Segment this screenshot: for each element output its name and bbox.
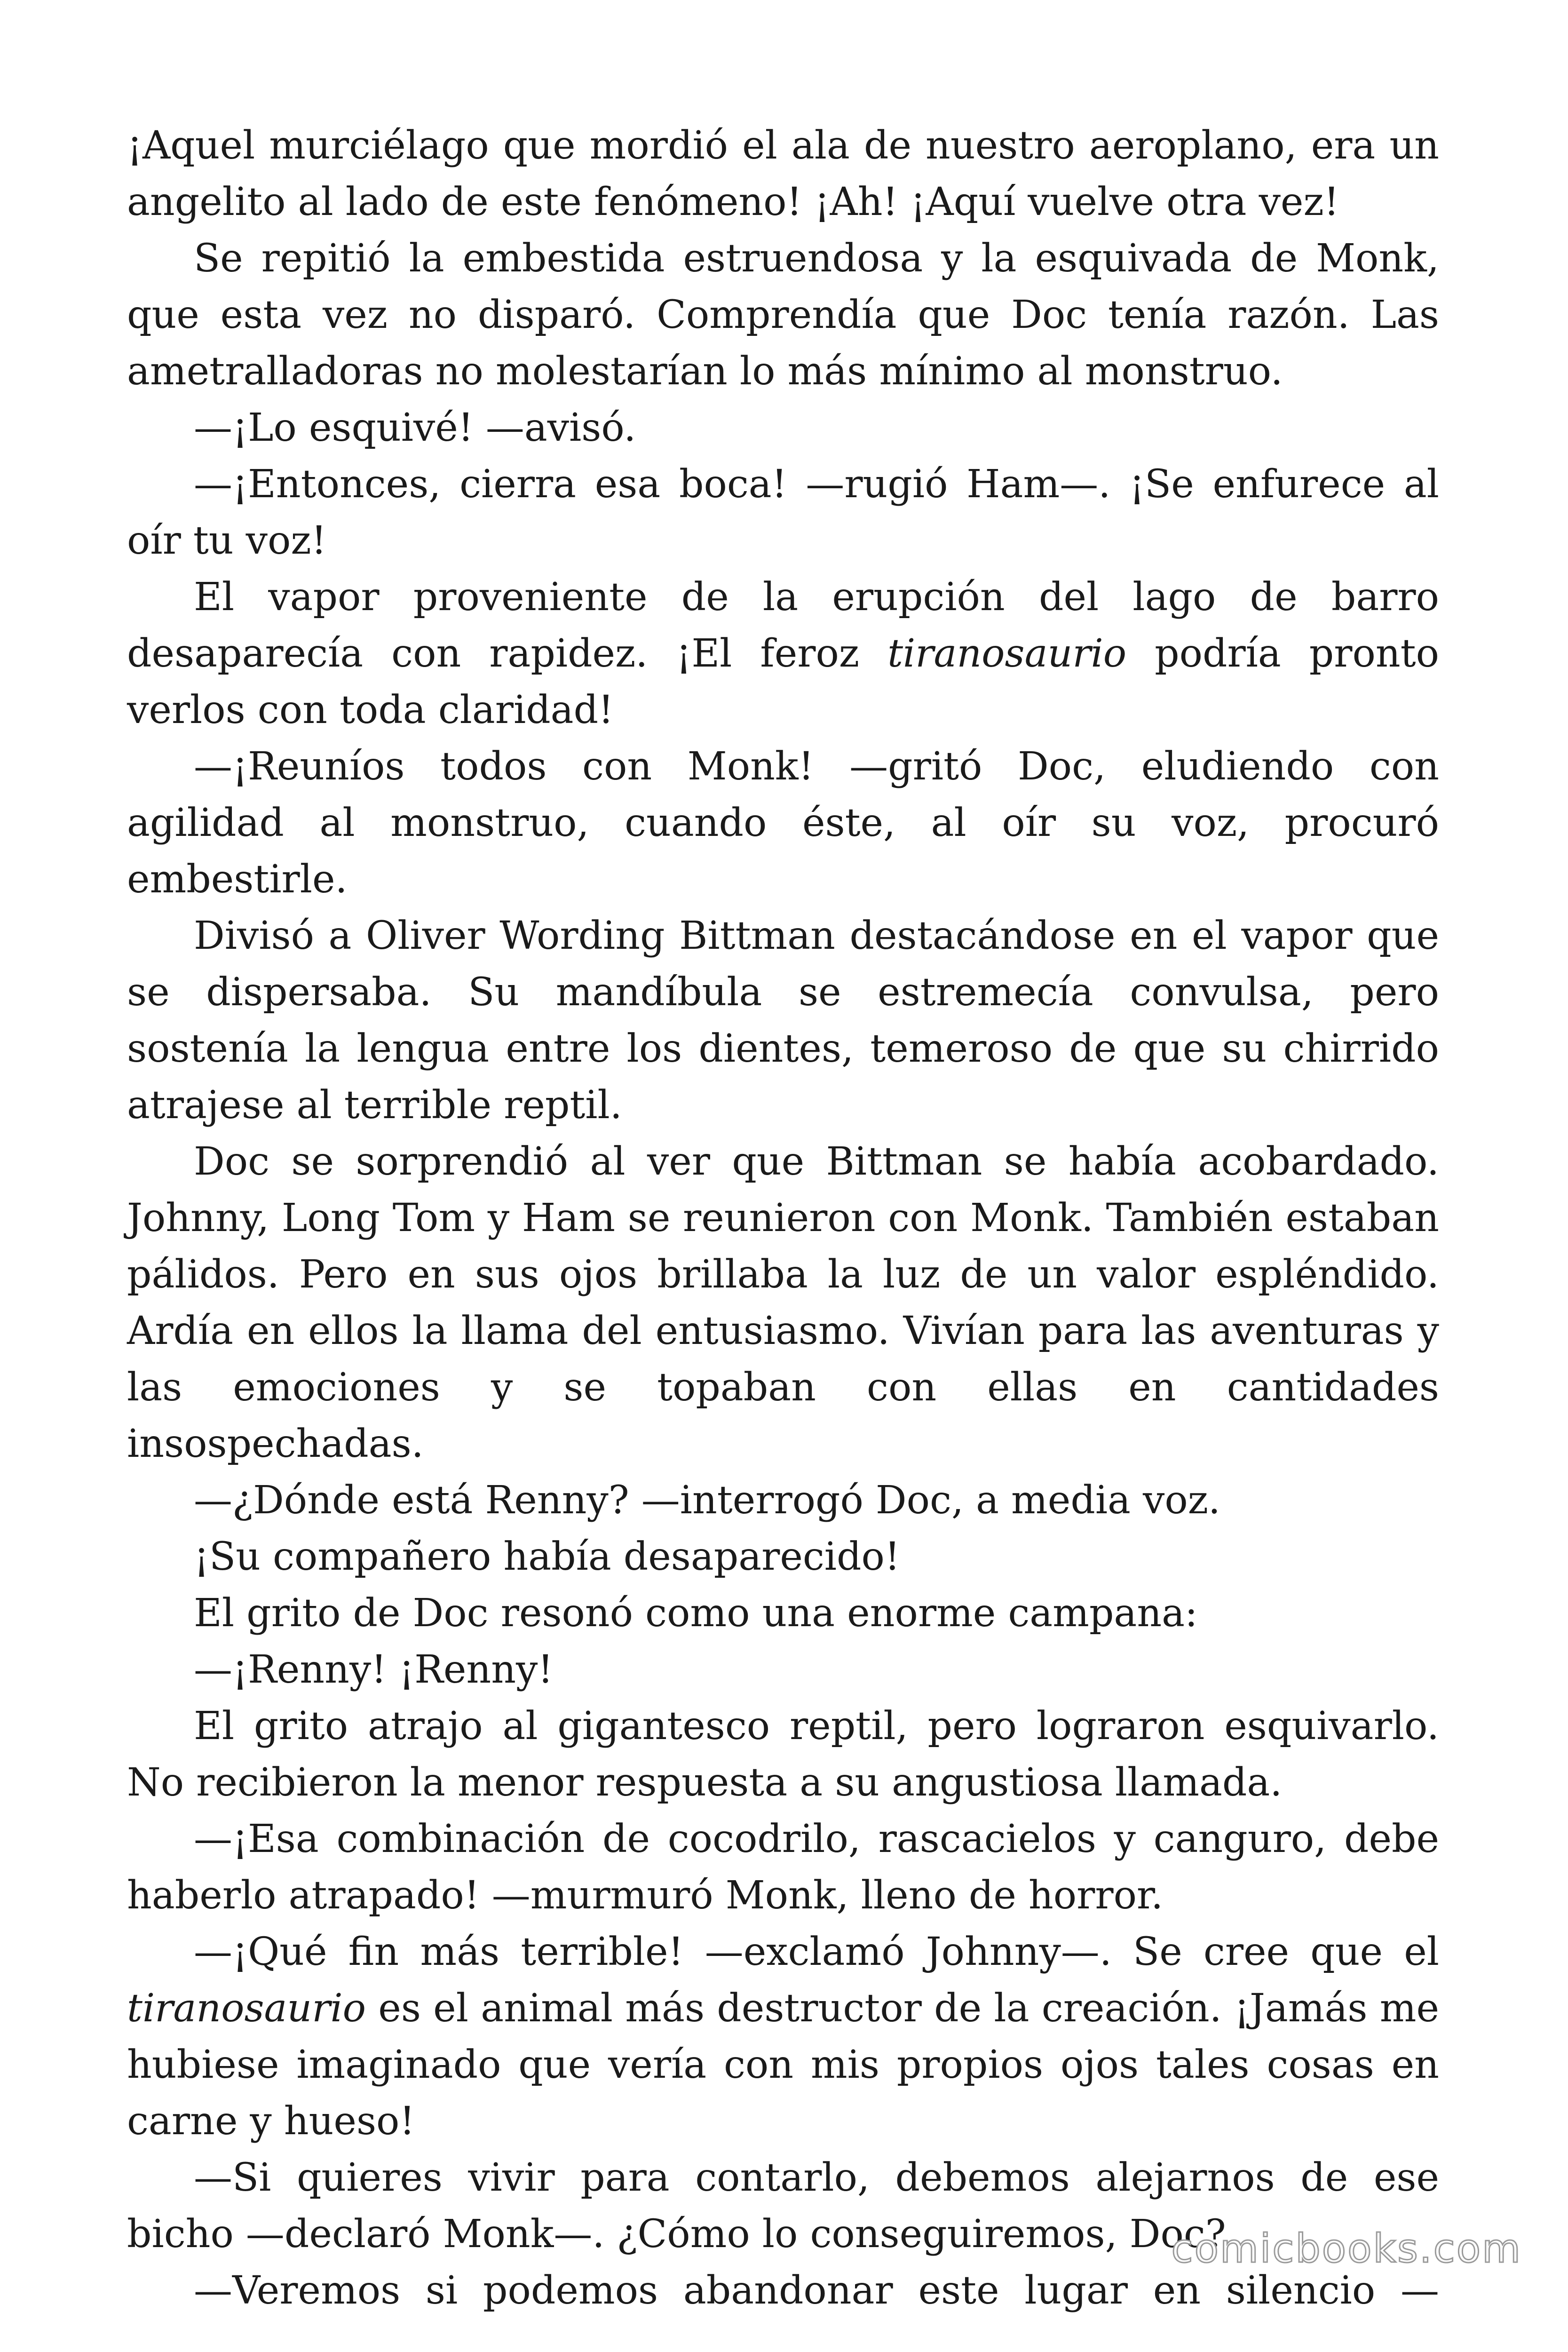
text-run: Se repitió la embestida estruendosa y la esquivada de Monk, que esta vez no disparó. Comprendía que Doc tenía razón. Las ametralladoras no molestarían lo más mínimo al monstruo. — [127, 236, 1439, 394]
text-run: —¡Reuníos todos con Monk! —gritó Doc, eludiendo con agilidad al monstruo, cuando éste, al oír su voz, procuró embestirle. — [127, 744, 1439, 902]
paragraph — [127, 1134, 1439, 1472]
text-run: —¡Entonces, cierra esa boca! —rugió Ham—. ¡Se enfurece al oír tu voz! — [127, 462, 1439, 563]
text-run: es el animal más destructor de la creación. ¡Jamás me hubiese imaginado que vería con mis propios ojos tales cosas en carne y hueso! — [127, 1986, 1439, 2144]
text-run: —Si quieres vivir para contarlo, debemos alejarnos de ese bicho —declaró Monk—. ¿Cómo lo conseguiremos, Doc? — [127, 2155, 1439, 2257]
italic-term: tiranosaurio — [127, 1986, 366, 2031]
paragraph — [127, 1698, 1439, 1811]
paragraph — [127, 230, 1439, 400]
paragraph — [127, 1529, 1439, 1585]
text-run: —¿Dónde está Renny? —interrogó Doc, a media voz. — [194, 1478, 1220, 1523]
paragraph — [127, 400, 1439, 456]
paragraph — [127, 118, 1439, 230]
text-run: ¡Su compañero había desaparecido! — [194, 1534, 900, 1579]
text-run: —¡Qué fin más terrible! —exclamó Johnny—. Se cree que el — [194, 1930, 1439, 1974]
text-run: El grito atrajo al gigantesco reptil, pero lograron esquivarlo. No recibieron la menor respuesta a su angustiosa llamada. — [127, 1704, 1439, 1805]
text-run: El vapor proveniente de la erupción del lago de barro desaparecía con rapidez. ¡El feroz — [127, 575, 1439, 676]
text-run: podría pronto verlos con toda claridad! — [127, 631, 1439, 732]
text-run: —¡Lo esquivé! —avisó. — [194, 405, 636, 450]
book-page-body — [127, 118, 1439, 2319]
paragraph — [127, 739, 1439, 908]
text-run: ¡Aquel murciélago que mordió el ala de nuestro aeroplano, era un angelito al lado de este fenómeno! ¡Ah! ¡Aquí vuelve otra vez! — [127, 123, 1439, 224]
paragraph — [127, 1642, 1439, 1698]
paragraph — [127, 908, 1439, 1134]
paragraph — [127, 1811, 1439, 1924]
italic-term: tiranosaurio — [887, 631, 1127, 676]
paragraph — [127, 569, 1439, 739]
text-run: Divisó a Oliver Wording Bittman destacándose en el vapor que se dispersaba. Su mandíbula se estremecía convulsa, pero sostenía la lengua entre los dientes, temeroso de que su chirrido atrajese al terrible reptil. — [127, 914, 1439, 1128]
text-run: El grito de Doc resonó como una enorme campana: — [194, 1591, 1198, 1636]
paragraph — [127, 1472, 1439, 1529]
paragraph — [127, 456, 1439, 569]
text-run: Doc se sorprendió al ver que Bittman se había acobardado. Johnny, Long Tom y Ham se reunieron con Monk. También estaban pálidos. Pero en sus ojos brillaba la luz de un valor espléndido. Ardía en ellos la llama del entusiasmo. Vivían para las aventuras y las emociones y se topaban con ellas en cantidades insospechadas. — [127, 1139, 1439, 1466]
site-watermark: comicbooks.com — [1171, 2225, 1522, 2272]
paragraph — [127, 1585, 1439, 1642]
paragraph — [127, 1924, 1439, 2150]
text-run: —Veremos si podemos abandonar este lugar en silencio — — [194, 2268, 1439, 2313]
text-run: —¡Renny! ¡Renny! — [194, 1647, 554, 1692]
text-run: —¡Esa combinación de cocodrilo, rascacielos y canguro, debe haberlo atrapado! —murmuró Monk, lleno de horror. — [127, 1817, 1439, 1918]
